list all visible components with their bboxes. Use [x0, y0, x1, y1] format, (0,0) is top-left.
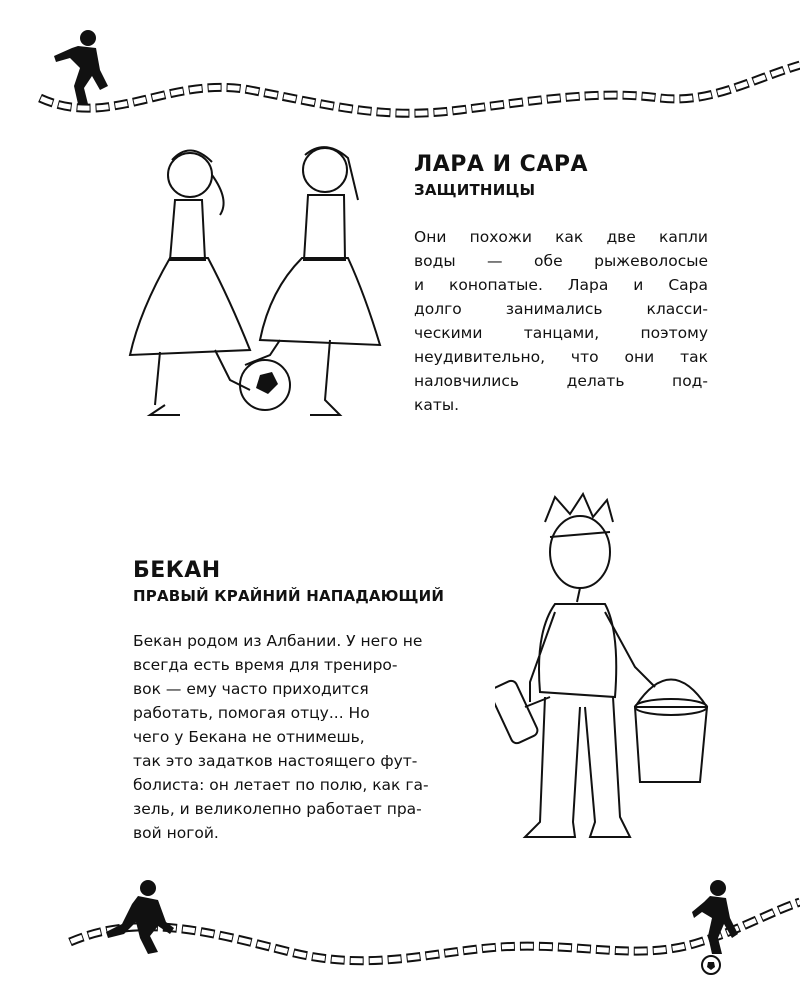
- character-role: ПРАВЫЙ КРАЙНИЙ НАПАДАЮЩИЙ: [133, 587, 445, 605]
- description-line: так это задатков настоящего фут-: [133, 752, 418, 770]
- description-line: Они похожи как две капли: [414, 228, 708, 246]
- character-card-lara-sara: [414, 152, 714, 417]
- character-name: ЛАРА И САРА: [414, 152, 589, 177]
- description-line: ческими танцами, поэтому: [414, 324, 708, 342]
- top-border: [0, 20, 800, 130]
- description-line: всегда есть время для трениро-: [133, 656, 398, 674]
- description-line: воды — обе рыжеволосые: [414, 252, 708, 270]
- description-line: вой ногой.: [133, 824, 219, 842]
- description-line: Бекан родом из Албании. У него не: [133, 632, 423, 650]
- description-line: болиста: он летает по полю, как га-: [133, 776, 429, 794]
- description-line: вок — ему часто приходится: [133, 680, 369, 698]
- running-player-silhouette-icon: [48, 28, 118, 108]
- running-player-silhouette-icon: [690, 878, 750, 958]
- bekan-illustration: [495, 492, 725, 862]
- running-player-silhouette-icon: [100, 878, 180, 958]
- description-line: наловчились делать под-: [414, 372, 708, 390]
- character-name: БЕКАН: [133, 558, 221, 583]
- description-line: и конопатые. Лара и Сара: [414, 276, 708, 294]
- bottom-border: [0, 872, 800, 1000]
- wavy-dash-border-top: [0, 20, 800, 130]
- lara-sara-illustration: [120, 140, 390, 430]
- description-line: чего у Бекана не отнимешь,: [133, 728, 365, 746]
- character-card-bekan: [133, 558, 523, 845]
- character-role: ЗАЩИТНИЦЫ: [414, 181, 536, 199]
- description-line: работать, помогая отцу... Но: [133, 704, 370, 722]
- two-girls-with-ball-drawing: [120, 140, 390, 430]
- character-description: [133, 629, 523, 845]
- description-line: долго занимались класси-: [414, 300, 708, 318]
- character-description: [414, 225, 708, 417]
- description-line: каты.: [414, 396, 460, 414]
- description-line: зель, и великолепно работает пра-: [133, 800, 422, 818]
- description-line: неудивительно, что они так: [414, 348, 708, 366]
- soccer-ball-icon: [700, 954, 722, 976]
- boy-with-roller-and-bucket-drawing: [495, 492, 725, 862]
